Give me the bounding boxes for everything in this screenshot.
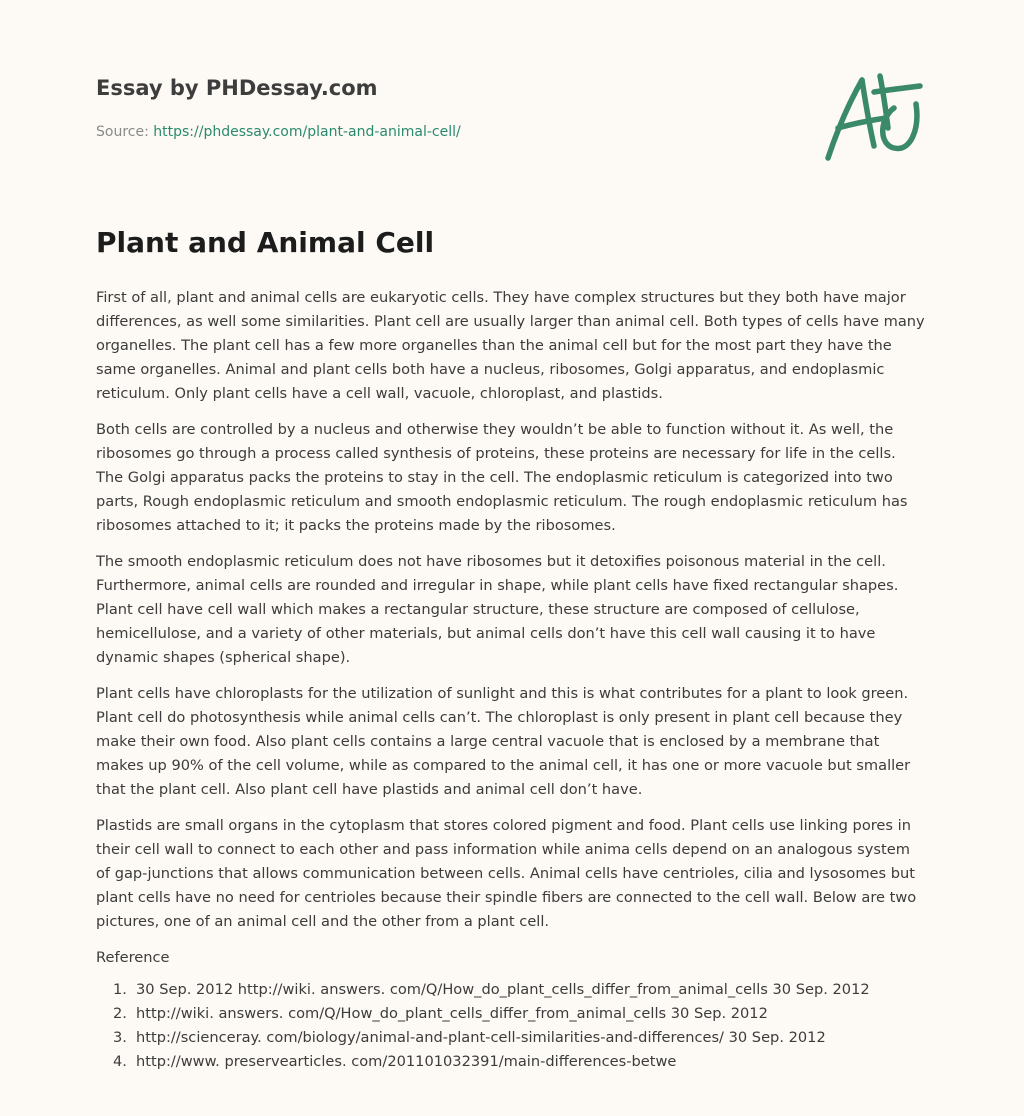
source-link[interactable]: https://phdessay.com/plant-and-animal-cell/ — [153, 124, 461, 140]
reference-item — [96, 1002, 926, 1026]
a-plus-logo-icon — [820, 66, 930, 166]
reference-number: 2. — [113, 1005, 127, 1022]
reference-number: 3. — [113, 1029, 127, 1046]
reference-item — [96, 1026, 926, 1050]
essay-paragraph: First of all, plant and animal cells are eukaryotic cells. They have complex structures but they both have major differences, as well some similarities. Plant cell are usually larger than animal cell. Both types of cells have many organelles. The plant cell has a few more organelles than the animal cell but for the most part they have the same organelles. Animal and plant cells both have a nucleus, ribosomes, Golgi apparatus, and endoplasmic reticulum. Only plant cells have a cell wall, vacuole, chloroplast, and plastids. — [96, 289, 925, 402]
reference-number: 4. — [113, 1053, 127, 1070]
essay-paragraph: Plant cells have chloroplasts for the utilization of sunlight and this is what contributes for a plant to look green. Plant cell do photosynthesis while animal cells can’t. The chloroplast is only present in plant cell because they make their own food. Also plant cells contains a large central vacuole that is enclosed by a membrane that makes up 90% of the cell volume, while as compared to the animal cell, it has one or more vacuole but smaller that the plant cell. Also plant cell have plastids and animal cell don’t have. — [96, 685, 911, 798]
essay-title: Plant and Animal Cell — [96, 226, 435, 259]
reference-number: 1. — [113, 981, 127, 998]
source-line — [96, 124, 461, 140]
essay-paragraph: Plastids are small organs in the cytoplasm that stores colored pigment and food. Plant cells use linking pores in their cell wall to connect to each other and pass information while anima cells depend on an analogous system of gap-junctions that allows communication between cells. Animal cells have centrioles, cilia and lysosomes but plant cells have no need for centrioles because their spindle fibers are connected to the cell wall. Below are two pictures, one of an animal cell and the other from a plant cell. — [96, 817, 917, 930]
source-label: Source: — [96, 124, 154, 140]
reference-item — [96, 978, 926, 1002]
essay-paragraph: Both cells are controlled by a nucleus and otherwise they wouldn’t be able to function without it. As well, the ribosomes go through a process called synthesis of proteins, these proteins are necessary for life in the cells. The Golgi apparatus packs the proteins to stay in the cell. The endoplasmic reticulum is categorized into two parts, Rough endoplasmic reticulum and smooth endoplasmic reticulum. The rough endoplasmic reticulum has ribosomes attached to it; it packs the proteins made by the ribosomes. — [96, 421, 908, 534]
site-brand: Essay by PHDessay.com — [96, 76, 378, 100]
reference-text: http://www. preservearticles. com/201101032391/main-differences-betwe — [136, 1053, 677, 1070]
reference-item — [96, 1050, 926, 1074]
reference-heading: Reference — [96, 949, 170, 966]
reference-text: 30 Sep. 2012 http://wiki. answers. com/Q/How_do_plant_cells_differ_from_animal_cells 30 Sep. 2012 — [136, 981, 870, 998]
reference-text: http://scienceray. com/biology/animal-and-plant-cell-similarities-and-differences/ 30 Sep. 2012 — [136, 1029, 826, 1046]
reference-text: http://wiki. answers. com/Q/How_do_plant_cells_differ_from_animal_cells 30 Sep. 2012 — [136, 1005, 768, 1022]
essay-paragraph: The smooth endoplasmic reticulum does not have ribosomes but it detoxifies poisonous material in the cell. Furthermore, animal cells are rounded and irregular in shape, while plant cells have fixed rectangular shapes. Plant cell have cell wall which makes a rectangular structure, these structure are composed of cellulose, hemicellulose, and a variety of other materials, but animal cells don’t have this cell wall causing it to have dynamic shapes (spherical shape). — [96, 553, 899, 666]
essay-content — [96, 286, 926, 1074]
reference-list — [96, 978, 926, 1074]
